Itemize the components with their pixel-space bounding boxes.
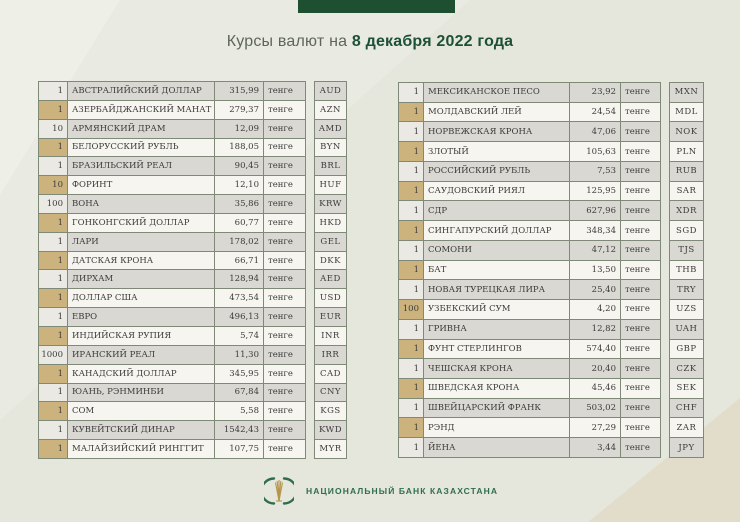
rate-value-cell: 503,02 <box>569 398 621 419</box>
currency-name-cell: НОРВЕЖСКАЯ КРОНА <box>423 121 570 142</box>
currency-code-cell: BYN <box>314 138 347 158</box>
unit-cell: тенге <box>263 138 306 158</box>
column-gap <box>306 156 314 176</box>
currency-code-cell: GEL <box>314 232 347 252</box>
rate-value-cell: 627,96 <box>569 200 621 221</box>
unit-cell: тенге <box>263 213 306 233</box>
rate-value-cell: 345,95 <box>214 364 264 384</box>
currency-name-cell: ШВЕЙЦАРСКИЙ ФРАНК <box>423 398 570 419</box>
rate-row <box>38 420 347 440</box>
column-gap <box>661 398 669 419</box>
unit-cell: тенге <box>620 358 661 379</box>
quantity-cell: 1 <box>38 288 68 308</box>
rate-row <box>38 138 347 158</box>
currency-code-cell: MDL <box>669 102 704 123</box>
currency-name-cell: ШВЕДСКАЯ КРОНА <box>423 378 570 399</box>
rate-value-cell: 20,40 <box>569 358 621 379</box>
column-gap <box>661 299 669 320</box>
rate-row <box>398 437 704 458</box>
column-gap <box>306 269 314 289</box>
quantity-cell: 1 <box>398 200 424 221</box>
rate-value-cell: 5,58 <box>214 401 264 421</box>
currency-name-cell: ИНДИЙСКАЯ РУПИЯ <box>67 326 215 346</box>
unit-cell: тенге <box>620 319 661 340</box>
currency-name-cell: БЕЛОРУССКИЙ РУБЛЬ <box>67 138 215 158</box>
currency-code-cell: KGS <box>314 401 347 421</box>
rate-value-cell: 348,34 <box>569 220 621 241</box>
currency-code-cell: MXN <box>669 82 704 103</box>
column-gap <box>306 345 314 365</box>
currency-code-cell: SEK <box>669 378 704 399</box>
unit-cell: тенге <box>620 161 661 182</box>
column-gap <box>661 200 669 221</box>
rate-value-cell: 188,05 <box>214 138 264 158</box>
quantity-cell: 1 <box>398 279 424 300</box>
unit-cell: тенге <box>263 383 306 403</box>
footer <box>264 474 498 507</box>
currency-code-cell: HKD <box>314 213 347 233</box>
currency-code-cell: KRW <box>314 194 347 214</box>
rate-value-cell: 178,02 <box>214 232 264 252</box>
quantity-cell: 1 <box>38 307 68 327</box>
currency-name-cell: ФУНТ СТЕРЛИНГОВ <box>423 339 570 360</box>
unit-cell: тенге <box>620 121 661 142</box>
unit-cell: тенге <box>620 220 661 241</box>
unit-cell: тенге <box>620 200 661 221</box>
quantity-cell: 100 <box>38 194 68 214</box>
unit-cell: тенге <box>263 194 306 214</box>
rate-row <box>398 260 704 281</box>
unit-cell: тенге <box>263 439 306 459</box>
quantity-cell: 1 <box>38 213 68 233</box>
currency-code-cell: MYR <box>314 439 347 459</box>
rate-row <box>38 383 347 403</box>
page-title-date: 8 декабря 2022 года <box>351 33 514 50</box>
currency-name-cell: СИНГАПУРСКИЙ ДОЛЛАР <box>423 220 570 241</box>
rate-row <box>38 175 347 195</box>
quantity-cell: 10 <box>38 119 68 139</box>
currency-code-cell: NOK <box>669 121 704 142</box>
rate-value-cell: 5,74 <box>214 326 264 346</box>
rate-row <box>38 345 347 365</box>
quantity-cell: 1 <box>398 121 424 142</box>
rate-value-cell: 47,06 <box>569 121 621 142</box>
currency-name-cell: МОЛДАВСКИЙ ЛЕЙ <box>423 102 570 123</box>
rate-value-cell: 11,30 <box>214 345 264 365</box>
currency-code-cell: INR <box>314 326 347 346</box>
currency-code-cell: CHF <box>669 398 704 419</box>
unit-cell: тенге <box>620 398 661 419</box>
rate-row <box>398 378 704 399</box>
column-gap <box>661 240 669 261</box>
column-gap <box>661 358 669 379</box>
currency-name-cell: ФОРИНТ <box>67 175 215 195</box>
currency-name-cell: ЗЛОТЫЙ <box>423 141 570 162</box>
currency-name-cell: АЗЕРБАЙДЖАНСКИЙ МАНАТ <box>67 100 215 120</box>
rate-value-cell: 12,10 <box>214 175 264 195</box>
quantity-cell: 1 <box>398 398 424 419</box>
currency-code-cell: SGD <box>669 220 704 241</box>
rate-value-cell: 45,46 <box>569 378 621 399</box>
currency-code-cell: CNY <box>314 383 347 403</box>
column-gap <box>661 121 669 142</box>
quantity-cell: 1 <box>398 161 424 182</box>
currency-name-cell: КУВЕЙТСКИЙ ДИНАР <box>67 420 215 440</box>
rate-value-cell: 7,53 <box>569 161 621 182</box>
quantity-cell: 1 <box>38 269 68 289</box>
quantity-cell: 1 <box>398 181 424 202</box>
unit-cell: тенге <box>263 156 306 176</box>
column-gap <box>306 401 314 421</box>
currency-code-cell: KWD <box>314 420 347 440</box>
quantity-cell: 1 <box>38 251 68 271</box>
currency-code-cell: XDR <box>669 200 704 221</box>
rate-value-cell: 35,86 <box>214 194 264 214</box>
rate-value-cell: 279,37 <box>214 100 264 120</box>
quantity-cell: 1 <box>398 319 424 340</box>
quantity-cell: 1 <box>38 439 68 459</box>
rate-row <box>398 102 704 123</box>
rate-value-cell: 67,84 <box>214 383 264 403</box>
quantity-cell: 1 <box>398 437 424 458</box>
currency-name-cell: ДОЛЛАР США <box>67 288 215 308</box>
rate-value-cell: 23,92 <box>569 82 621 103</box>
rate-row <box>398 279 704 300</box>
currency-code-cell: BRL <box>314 156 347 176</box>
column-gap <box>306 138 314 158</box>
currency-name-cell: МАЛАЙЗИЙСКИЙ РИНГГИТ <box>67 439 215 459</box>
column-gap <box>306 288 314 308</box>
currency-code-cell: HUF <box>314 175 347 195</box>
rate-row <box>38 288 347 308</box>
column-gap <box>661 339 669 360</box>
unit-cell: тенге <box>263 288 306 308</box>
unit-cell: тенге <box>620 260 661 281</box>
rate-value-cell: 27,29 <box>569 417 621 438</box>
rate-value-cell: 47,12 <box>569 240 621 261</box>
currency-name-cell: СДР <box>423 200 570 221</box>
rate-row <box>398 161 704 182</box>
unit-cell: тенге <box>620 240 661 261</box>
rate-value-cell: 12,09 <box>214 119 264 139</box>
currency-code-cell: PLN <box>669 141 704 162</box>
rate-row <box>398 141 704 162</box>
currency-name-cell: ЕВРО <box>67 307 215 327</box>
column-gap <box>306 119 314 139</box>
rate-value-cell: 496,13 <box>214 307 264 327</box>
quantity-cell: 1 <box>398 358 424 379</box>
rate-value-cell: 107,75 <box>214 439 264 459</box>
rate-value-cell: 13,50 <box>569 260 621 281</box>
quantity-cell: 1 <box>38 420 68 440</box>
currency-name-cell: СОМ <box>67 401 215 421</box>
column-gap <box>661 378 669 399</box>
currency-code-cell: SAR <box>669 181 704 202</box>
currency-code-cell: EUR <box>314 307 347 327</box>
column-gap <box>661 437 669 458</box>
column-gap <box>306 420 314 440</box>
unit-cell: тенге <box>263 420 306 440</box>
column-gap <box>661 82 669 103</box>
column-gap <box>306 100 314 120</box>
rate-value-cell: 66,71 <box>214 251 264 271</box>
unit-cell: тенге <box>263 345 306 365</box>
rates-table-right <box>398 82 704 458</box>
currency-code-cell: CZK <box>669 358 704 379</box>
rate-row <box>398 240 704 261</box>
currency-code-cell: JPY <box>669 437 704 458</box>
currency-name-cell: СОМОНИ <box>423 240 570 261</box>
currency-code-cell: USD <box>314 288 347 308</box>
rate-value-cell: 1542,43 <box>214 420 264 440</box>
currency-code-cell: TJS <box>669 240 704 261</box>
unit-cell: тенге <box>620 82 661 103</box>
rate-row <box>38 156 347 176</box>
currency-code-cell: ZAR <box>669 417 704 438</box>
unit-cell: тенге <box>620 141 661 162</box>
currency-name-cell: ДИРХАМ <box>67 269 215 289</box>
page-title-prefix: Курсы валют на <box>226 33 352 50</box>
column-gap <box>306 326 314 346</box>
currency-name-cell: РЭНД <box>423 417 570 438</box>
rate-row <box>398 358 704 379</box>
column-gap <box>306 364 314 384</box>
column-gap <box>306 194 314 214</box>
rate-value-cell: 574,40 <box>569 339 621 360</box>
column-gap <box>661 279 669 300</box>
currency-name-cell: КАНАДСКИЙ ДОЛЛАР <box>67 364 215 384</box>
currency-name-cell: РОССИЙСКИЙ РУБЛЬ <box>423 161 570 182</box>
currency-name-cell: ВОНА <box>67 194 215 214</box>
rate-row <box>398 82 704 103</box>
currency-name-cell: БАТ <box>423 260 570 281</box>
rate-row <box>398 200 704 221</box>
quantity-cell: 1 <box>38 81 68 101</box>
currency-name-cell: УЗБЕКСКИЙ СУМ <box>423 299 570 320</box>
currency-code-cell: UZS <box>669 299 704 320</box>
currency-name-cell: ЙЕНА <box>423 437 570 458</box>
currency-name-cell: АВСТРАЛИЙСКИЙ ДОЛЛАР <box>67 81 215 101</box>
unit-cell: тенге <box>263 364 306 384</box>
bank-name-label: НАЦИОНАЛЬНЫЙ БАНК КАЗАХСТАНА <box>306 485 499 496</box>
currency-code-cell: DKK <box>314 251 347 271</box>
unit-cell: тенге <box>620 299 661 320</box>
quantity-cell: 1 <box>398 378 424 399</box>
currency-name-cell: ГРИВНА <box>423 319 570 340</box>
quantity-cell: 1 <box>398 82 424 103</box>
rate-value-cell: 105,63 <box>569 141 621 162</box>
quantity-cell: 10 <box>38 175 68 195</box>
quantity-cell: 1 <box>38 364 68 384</box>
quantity-cell: 1 <box>38 383 68 403</box>
currency-name-cell: БРАЗИЛЬСКИЙ РЕАЛ <box>67 156 215 176</box>
quantity-cell: 1000 <box>38 345 68 365</box>
currency-name-cell: САУДОВСКИЙ РИЯЛ <box>423 181 570 202</box>
currency-code-cell: AED <box>314 269 347 289</box>
rate-value-cell: 315,99 <box>214 81 264 101</box>
column-gap <box>661 417 669 438</box>
rate-value-cell: 125,95 <box>569 181 621 202</box>
currency-code-cell: UAH <box>669 319 704 340</box>
rate-value-cell: 60,77 <box>214 213 264 233</box>
quantity-cell: 1 <box>398 240 424 261</box>
rate-row <box>38 269 347 289</box>
currency-name-cell: ДАТСКАЯ КРОНА <box>67 251 215 271</box>
quantity-cell: 1 <box>398 220 424 241</box>
currency-name-cell: ЛАРИ <box>67 232 215 252</box>
unit-cell: тенге <box>263 100 306 120</box>
rate-row <box>38 81 347 101</box>
page-title <box>0 33 740 51</box>
column-gap <box>661 319 669 340</box>
column-gap <box>306 81 314 101</box>
rate-row <box>38 100 347 120</box>
quantity-cell: 1 <box>398 339 424 360</box>
rate-value-cell: 128,94 <box>214 269 264 289</box>
rate-value-cell: 90,45 <box>214 156 264 176</box>
unit-cell: тенге <box>620 339 661 360</box>
rate-row <box>38 439 347 459</box>
rate-value-cell: 3,44 <box>569 437 621 458</box>
unit-cell: тенге <box>620 437 661 458</box>
unit-cell: тенге <box>263 232 306 252</box>
rate-row <box>38 326 347 346</box>
column-gap <box>661 102 669 123</box>
rate-row <box>398 398 704 419</box>
currency-name-cell: ИРАНСКИЙ РЕАЛ <box>67 345 215 365</box>
column-gap <box>306 251 314 271</box>
currency-name-cell: ЧЕШСКАЯ КРОНА <box>423 358 570 379</box>
quantity-cell: 1 <box>398 102 424 123</box>
rates-table-left <box>38 81 347 459</box>
unit-cell: тенге <box>263 307 306 327</box>
rate-value-cell: 24,54 <box>569 102 621 123</box>
unit-cell: тенге <box>263 269 306 289</box>
unit-cell: тенге <box>620 417 661 438</box>
unit-cell: тенге <box>263 119 306 139</box>
currency-code-cell: IRR <box>314 345 347 365</box>
quantity-cell: 1 <box>38 401 68 421</box>
rate-row <box>38 194 347 214</box>
rate-row <box>398 339 704 360</box>
rate-row <box>38 401 347 421</box>
unit-cell: тенге <box>263 401 306 421</box>
currency-code-cell: THB <box>669 260 704 281</box>
column-gap <box>306 213 314 233</box>
quantity-cell: 1 <box>398 417 424 438</box>
unit-cell: тенге <box>263 326 306 346</box>
quantity-cell: 1 <box>38 100 68 120</box>
quantity-cell: 1 <box>38 156 68 176</box>
quantity-cell: 100 <box>398 299 424 320</box>
currency-name-cell: МЕКСИКАНСКОЕ ПЕСО <box>423 82 570 103</box>
column-gap <box>306 232 314 252</box>
quantity-cell: 1 <box>38 232 68 252</box>
currency-name-cell: ГОНКОНГСКИЙ ДОЛЛАР <box>67 213 215 233</box>
currency-name-cell: АРМЯНСКИЙ ДРАМ <box>67 119 215 139</box>
quantity-cell: 1 <box>38 326 68 346</box>
column-gap <box>306 383 314 403</box>
column-gap <box>306 175 314 195</box>
quantity-cell: 1 <box>38 138 68 158</box>
rate-row <box>38 307 347 327</box>
rate-row <box>398 121 704 142</box>
currency-code-cell: AUD <box>314 81 347 101</box>
rate-value-cell: 473,54 <box>214 288 264 308</box>
rate-row <box>38 251 347 271</box>
currency-name-cell: НОВАЯ ТУРЕЦКАЯ ЛИРА <box>423 279 570 300</box>
unit-cell: тенге <box>620 279 661 300</box>
column-gap <box>661 220 669 241</box>
rate-value-cell: 12,82 <box>569 319 621 340</box>
unit-cell: тенге <box>620 181 661 202</box>
rate-row <box>38 213 347 233</box>
column-gap <box>306 439 314 459</box>
rate-row <box>38 119 347 139</box>
currency-code-cell: CAD <box>314 364 347 384</box>
column-gap <box>661 141 669 162</box>
rate-row <box>398 220 704 241</box>
rate-row <box>38 232 347 252</box>
unit-cell: тенге <box>620 102 661 123</box>
rate-row <box>398 417 704 438</box>
header-green-bar <box>298 0 455 13</box>
rate-value-cell: 4,20 <box>569 299 621 320</box>
currency-code-cell: AMD <box>314 119 347 139</box>
unit-cell: тенге <box>620 378 661 399</box>
national-bank-logo-icon <box>264 475 294 507</box>
column-gap <box>306 307 314 327</box>
column-gap <box>661 161 669 182</box>
currency-name-cell: ЮАНЬ, РЭНМИНБИ <box>67 383 215 403</box>
quantity-cell: 1 <box>398 141 424 162</box>
rate-row <box>398 319 704 340</box>
unit-cell: тенге <box>263 81 306 101</box>
column-gap <box>661 260 669 281</box>
rate-row <box>398 181 704 202</box>
column-gap <box>661 181 669 202</box>
currency-code-cell: GBP <box>669 339 704 360</box>
quantity-cell: 1 <box>398 260 424 281</box>
rate-value-cell: 25,40 <box>569 279 621 300</box>
currency-code-cell: AZN <box>314 100 347 120</box>
currency-code-cell: TRY <box>669 279 704 300</box>
currency-code-cell: RUB <box>669 161 704 182</box>
rate-row <box>38 364 347 384</box>
rate-row <box>398 299 704 320</box>
unit-cell: тенге <box>263 175 306 195</box>
unit-cell: тенге <box>263 251 306 271</box>
